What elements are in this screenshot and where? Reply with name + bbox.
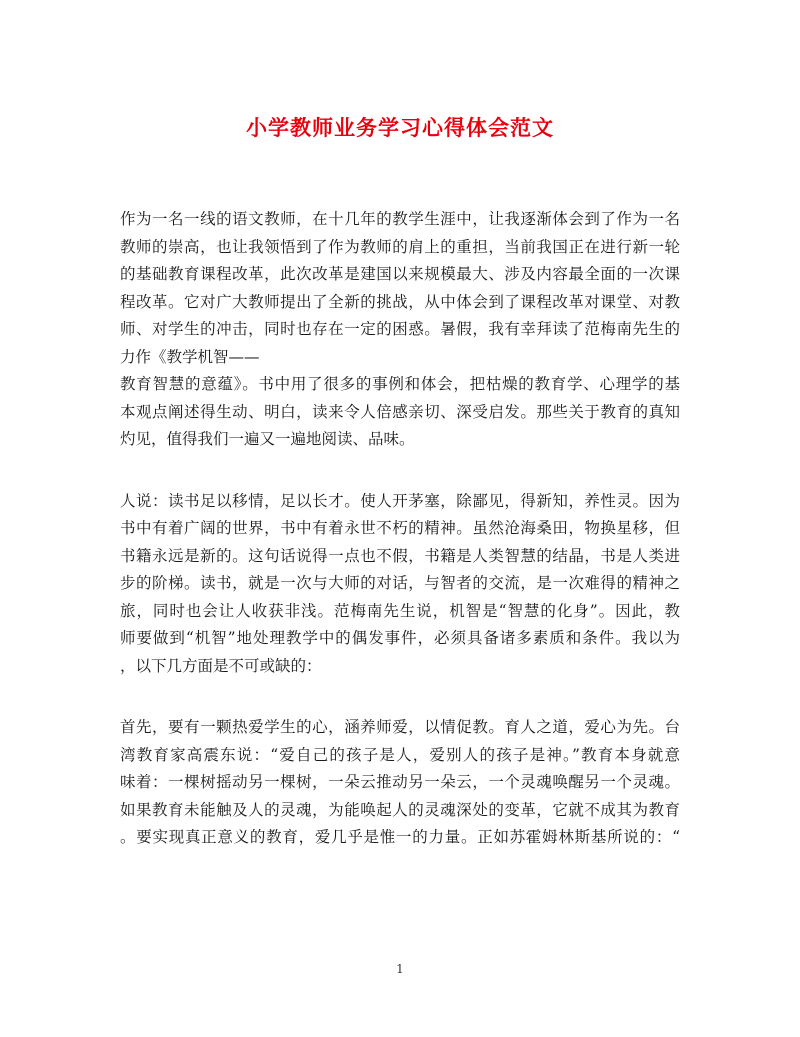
text-line: 本观点阐述得生动、明白，读来令人倍感亲切、深受启发。那些关于教育的真知	[120, 402, 680, 421]
document-title: 小学教师业务学习心得体会范文	[246, 115, 554, 140]
text-line: 书籍永远是新的。这句话说得一点也不假，书籍是人类智慧的结晶，书是人类进	[120, 546, 680, 565]
text-line: 作为一名一线的语文教师，在十几年的教学生涯中，让我逐渐体会到了作为一名	[120, 210, 680, 228]
text-line: 旅，同时也会让人收获非浅。范梅南先生说，机智是“智慧的化身”。因此，教	[120, 601, 680, 620]
text-line: 。要实现真正意义的教育，爱几乎是惟一的力量。正如苏霍姆林斯基所说的：“	[120, 828, 680, 846]
text-line: ，以下几方面是不可或缺的：	[120, 656, 322, 675]
text-line: 力作《教学机智——	[120, 347, 260, 366]
paragraph-1	[120, 206, 680, 454]
text-line: 教育智慧的意蕴》。书中用了很多的事例和体会，把枯燥的教育学、心理学的基	[120, 375, 680, 393]
page-number: 1	[396, 962, 404, 976]
text-line: 书中有着广阔的世界，书中有着永世不朽的精神。虽然沧海桑田，物换星移，但	[120, 519, 680, 537]
paragraph-2	[120, 488, 680, 681]
document-body	[120, 206, 680, 886]
text-line: 步的阶梯。读书，就是一次与大师的对话，与智者的交流，是一次难得的精神之	[120, 574, 680, 592]
text-line: 湾教育家高震东说：“爱自己的孩子是人，爱别人的孩子是神。”教育本身就意	[120, 745, 680, 764]
text-line: 人说：读书足以移情，足以长才。使人开茅塞，除鄙见，得新知，养性灵。因为	[120, 491, 680, 510]
text-line: 的基础教育课程改革，此次改革是建国以来规模最大、涉及内容最全面的一次课	[120, 265, 680, 283]
text-line: 首先，要有一颗热爱学生的心，涵养师爱，以情促教。育人之道，爱心为先。台	[120, 718, 680, 736]
text-line: 味着：一棵树摇动另一棵树，一朵云推动另一朵云，一个灵魂唤醒另一个灵魂。	[120, 773, 680, 791]
text-line: 师要做到“机智”地处理教学中的偶发事件，必须具备诸多素质和条件。我以为	[120, 629, 680, 647]
text-line: 灼见，值得我们一遍又一遍地阅读、品味。	[120, 430, 415, 448]
text-line: 如果教育未能触及人的灵魂，为能唤起人的灵魂深处的变革，它就不成其为教育	[120, 800, 680, 819]
text-line: 程改革。它对广大教师提出了全新的挑战，从中体会到了课程改革对课堂、对教	[120, 292, 680, 311]
text-line: 师、对学生的冲击，同时也存在一定的困惑。暑假，我有幸拜读了范梅南先生的	[120, 320, 680, 338]
text-line: 教师的崇高，也让我领悟到了作为教师的肩上的重担，当前我国正在进行新一轮	[120, 237, 680, 256]
paragraph-3	[120, 714, 680, 852]
